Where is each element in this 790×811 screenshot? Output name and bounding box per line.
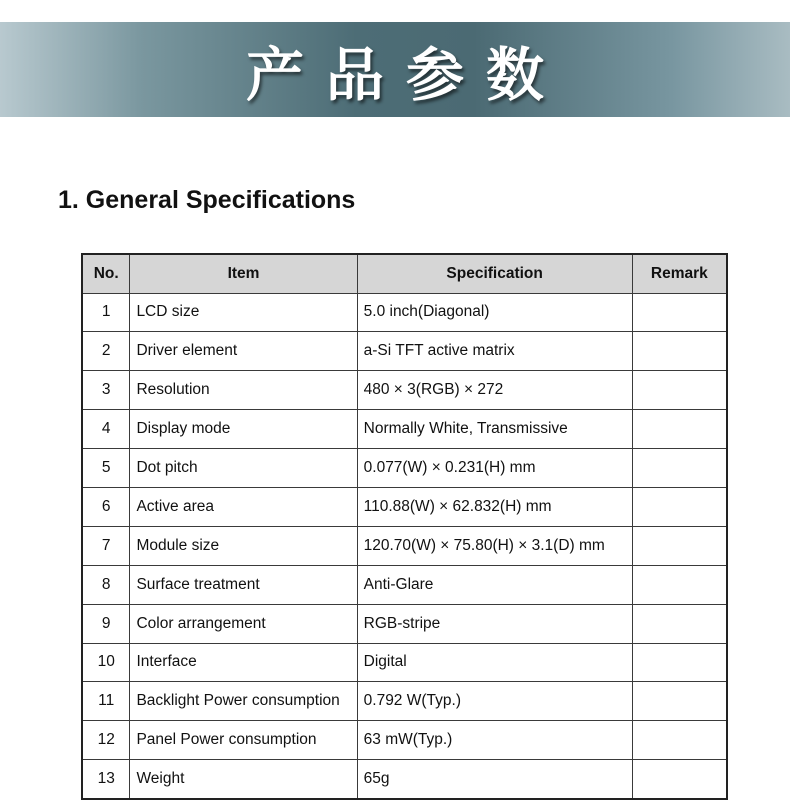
header-remark: Remark [632, 254, 727, 293]
cell-specification: 0.792 W(Typ.) [357, 682, 632, 721]
cell-item: Panel Power consumption [130, 721, 357, 760]
cell-no: 3 [82, 371, 130, 410]
header-banner [0, 22, 790, 117]
cell-no: 8 [82, 565, 130, 604]
header-no: No. [82, 254, 130, 293]
cell-specification: 65g [357, 760, 632, 799]
cell-remark [632, 526, 727, 565]
cell-no: 5 [82, 449, 130, 488]
table-row [82, 410, 727, 449]
specifications-table [81, 253, 728, 800]
table-row [82, 760, 727, 799]
cell-no: 10 [82, 643, 130, 682]
cell-no: 13 [82, 760, 130, 799]
cell-specification: 5.0 inch(Diagonal) [357, 293, 632, 332]
cell-no: 2 [82, 332, 130, 371]
cell-specification: 110.88(W) × 62.832(H) mm [357, 487, 632, 526]
cell-remark [632, 565, 727, 604]
table-row [82, 643, 727, 682]
cell-specification: a-Si TFT active matrix [357, 332, 632, 371]
table-row [82, 332, 727, 371]
cell-no: 12 [82, 721, 130, 760]
cell-item: Interface [130, 643, 357, 682]
cell-remark [632, 721, 727, 760]
cell-specification: RGB-stripe [357, 604, 632, 643]
cell-item: Backlight Power consumption [130, 682, 357, 721]
cell-remark [632, 643, 727, 682]
cell-remark [632, 293, 727, 332]
cell-item: Display mode [130, 410, 357, 449]
header-specification: Specification [357, 254, 632, 293]
cell-remark [632, 487, 727, 526]
cell-remark [632, 332, 727, 371]
table-row [82, 293, 727, 332]
cell-item: Active area [130, 487, 357, 526]
table-row [82, 449, 727, 488]
cell-item: Driver element [130, 332, 357, 371]
cell-no: 11 [82, 682, 130, 721]
table-row [82, 604, 727, 643]
cell-remark [632, 449, 727, 488]
cell-remark [632, 760, 727, 799]
table-row [82, 487, 727, 526]
cell-specification: Anti-Glare [357, 565, 632, 604]
cell-item: Surface treatment [130, 565, 357, 604]
cell-item: LCD size [130, 293, 357, 332]
table-row [82, 682, 727, 721]
cell-no: 7 [82, 526, 130, 565]
table-row [82, 526, 727, 565]
cell-specification: 0.077(W) × 0.231(H) mm [357, 449, 632, 488]
cell-remark [632, 371, 727, 410]
cell-no: 6 [82, 487, 130, 526]
cell-item: Resolution [130, 371, 357, 410]
table-row [82, 565, 727, 604]
cell-specification: 63 mW(Typ.) [357, 721, 632, 760]
cell-specification: 120.70(W) × 75.80(H) × 3.1(D) mm [357, 526, 632, 565]
cell-no: 4 [82, 410, 130, 449]
section-title: 1. General Specifications [58, 186, 356, 214]
cell-remark [632, 410, 727, 449]
cell-item: Module size [130, 526, 357, 565]
cell-item: Weight [130, 760, 357, 799]
cell-item: Dot pitch [130, 449, 357, 488]
cell-specification: Digital [357, 643, 632, 682]
table-header-row [82, 254, 727, 293]
cell-no: 1 [82, 293, 130, 332]
cell-no: 9 [82, 604, 130, 643]
header-item: Item [130, 254, 357, 293]
table-body [82, 293, 727, 799]
cell-remark [632, 682, 727, 721]
banner-title: 产品参数 [245, 40, 566, 109]
cell-specification: 480 × 3(RGB) × 272 [357, 371, 632, 410]
cell-specification: Normally White, Transmissive [357, 410, 632, 449]
table-row [82, 721, 727, 760]
table-row [82, 371, 727, 410]
cell-remark [632, 604, 727, 643]
cell-item: Color arrangement [130, 604, 357, 643]
